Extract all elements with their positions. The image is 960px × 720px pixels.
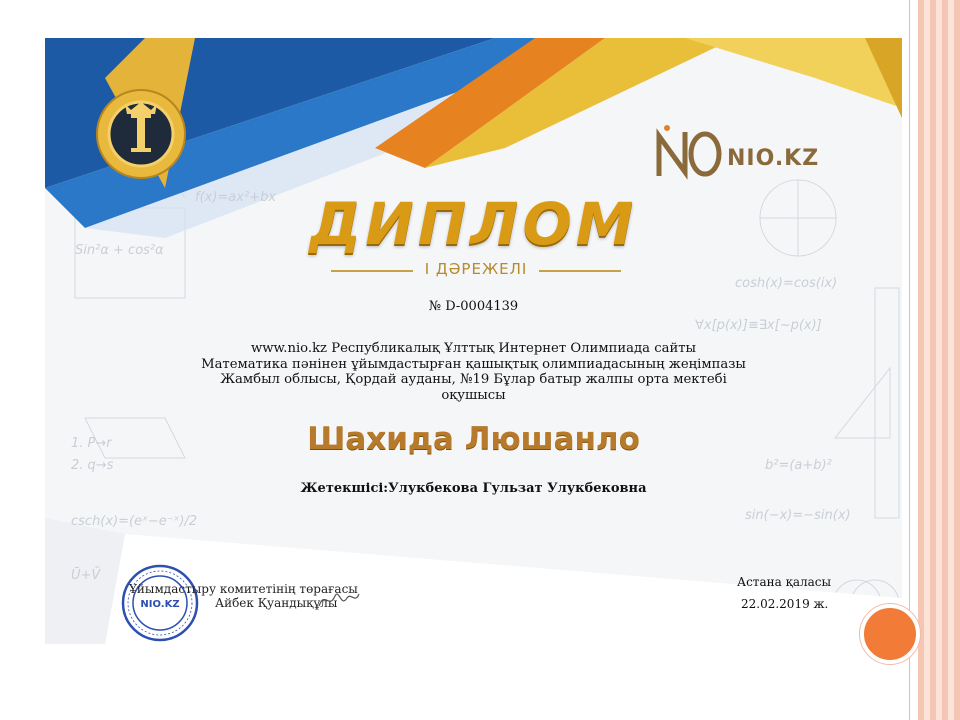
certificate-number: № D-0004139 <box>428 299 519 314</box>
slide-side-stripe <box>918 0 960 720</box>
body-line: Жамбыл облысы, Қордай ауданы, №19 Бұлар батыр жалпы орта мектебі <box>220 372 727 387</box>
bg-formula: csch(x)=(eˣ−e⁻ˣ)/2 <box>71 514 198 529</box>
body-line: Математика пәнінен ұйымдастырған қашықтық олимпиадасының жеңімпазы <box>201 356 746 372</box>
brand-name: NIO.KZ <box>727 146 820 171</box>
chair-name: Айбек Қуандықұлы <box>215 596 338 610</box>
chair-role: Ұйымдастыру комитетінің төрағасы <box>129 582 358 596</box>
supervisor-line: Жетекшісі:Улукбекова Гульзат Улукбековна <box>300 481 647 496</box>
signature-icon <box>317 586 361 612</box>
certificate-body <box>145 341 802 403</box>
bg-formula: Sin²α + cos²α <box>75 243 164 258</box>
slide-orange-dot <box>860 604 920 664</box>
stamp-text: NIO.KZ <box>140 599 180 610</box>
issue-date: 22.02.2019 ж. <box>741 597 829 611</box>
certificate <box>45 38 902 644</box>
bg-formula: ∀x[p(x)]≡∃x[~p(x)] <box>695 318 822 333</box>
bg-formula: cosh(x)=cos(ix) <box>735 276 838 291</box>
degree-label: І ДӘРЕЖЕЛІ <box>424 260 528 278</box>
bg-formula: 2. q→s <box>71 458 114 473</box>
body-line: www.nio.kz Республикалық Ұлттық Интернет Олимпиада сайты <box>250 341 697 356</box>
degree-block <box>331 260 621 282</box>
certificate-title: ДИПЛОМ <box>309 190 638 258</box>
bg-formula: f(x)=ax²+bx <box>195 190 277 205</box>
issue-city: Астана қаласы <box>737 575 832 589</box>
body-line: оқушысы <box>441 387 506 403</box>
gold-seal-icon <box>95 88 187 180</box>
bg-formula: b²=(a+b)² <box>765 458 832 473</box>
winner-name: Шахида Люшанло <box>307 421 640 457</box>
bg-formula: sin(−x)=−sin(x) <box>745 508 851 523</box>
bg-formula: 1. P→r <box>71 436 112 451</box>
bg-formula: Ū+V̄ <box>71 568 101 583</box>
